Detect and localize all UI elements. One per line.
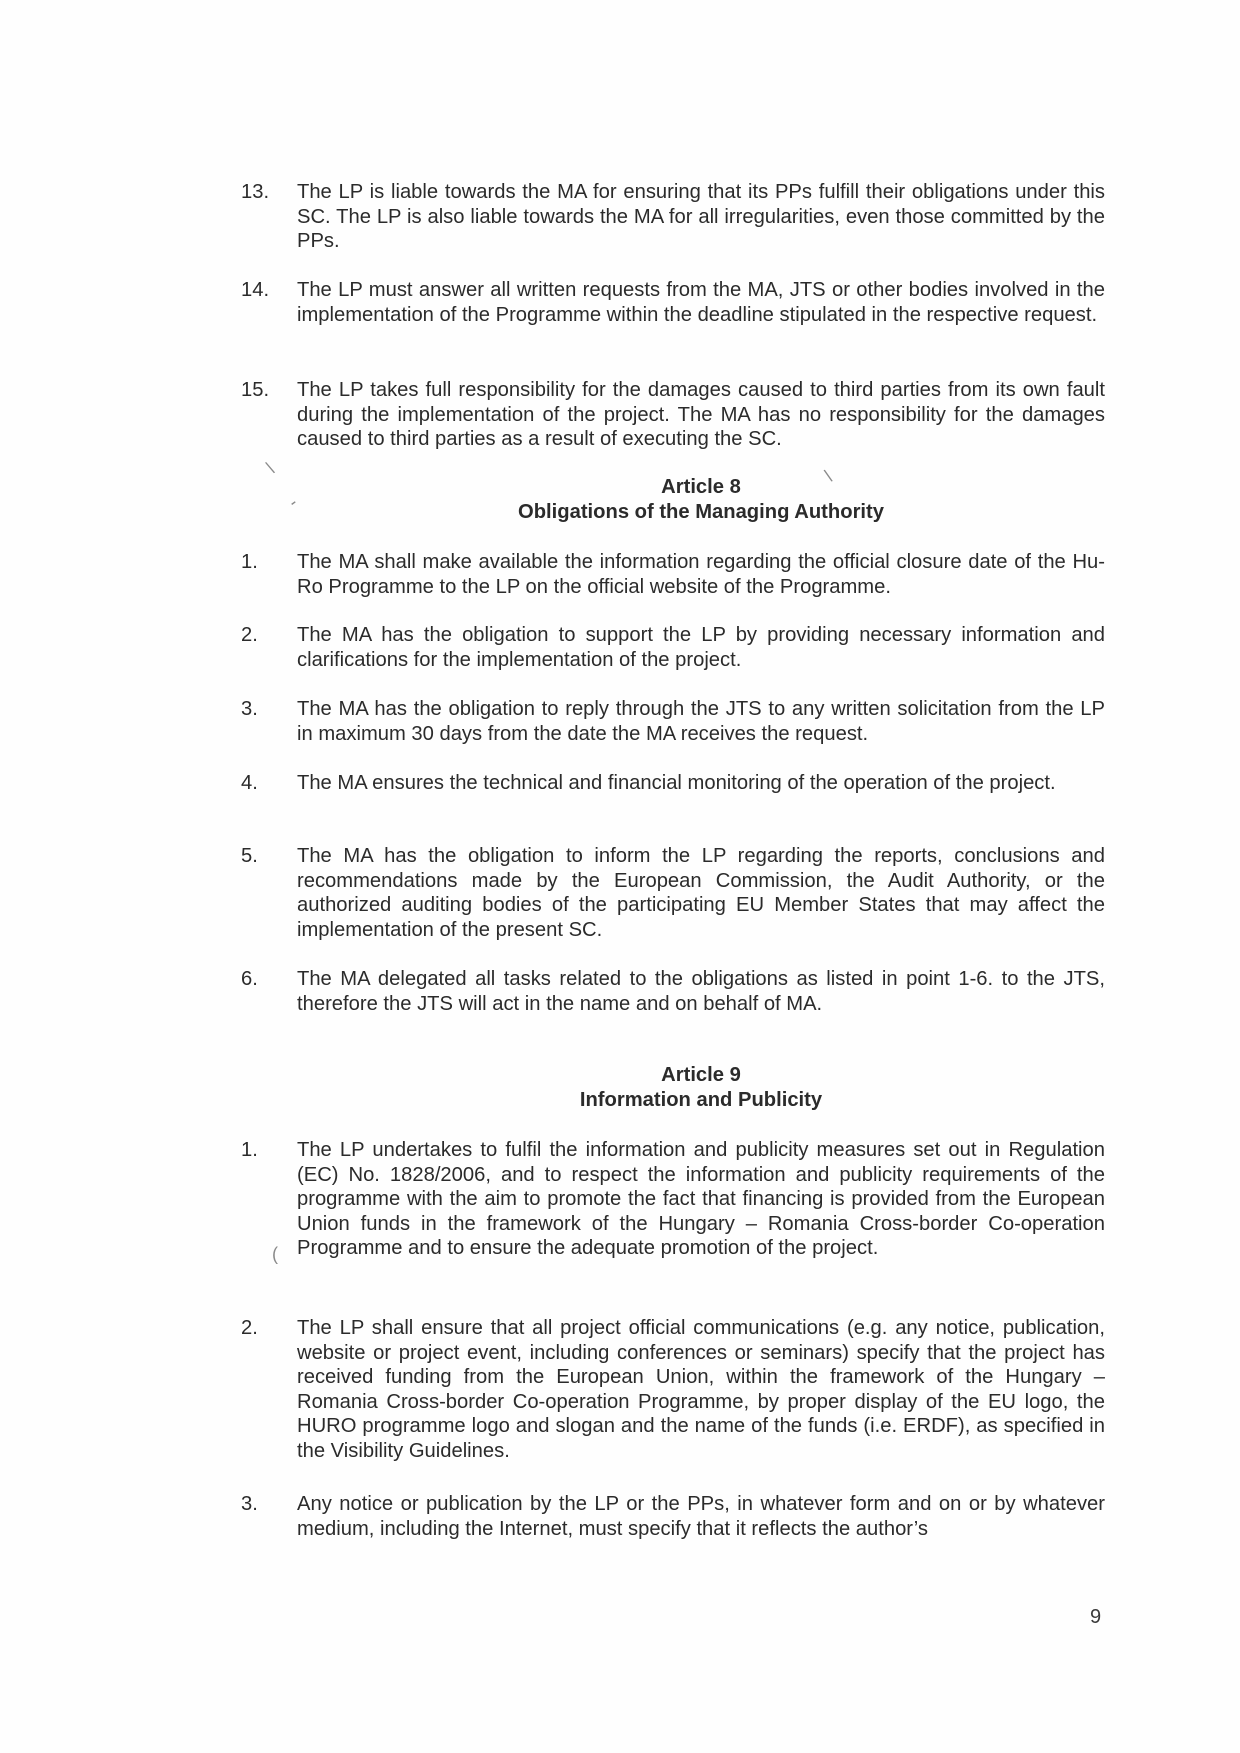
item-number: 15. xyxy=(241,379,270,401)
item-number: 2. xyxy=(241,624,258,646)
item-text: The LP must answer all written requests from the MA, JTS or other bodies involved in the implementation of the Programme within the deadline stipulated in the respective request. xyxy=(297,279,1105,326)
item-text: The MA has the obligation to support the LP by providing necessary information and clarifications for the implementation of the project. xyxy=(297,624,1105,671)
pen-mark: \ xyxy=(822,465,835,487)
item-number: 6. xyxy=(241,968,258,990)
item-number: 1. xyxy=(241,551,258,573)
list-item xyxy=(241,550,1105,599)
list-item xyxy=(241,623,1105,672)
item-number: 4. xyxy=(241,772,258,794)
item-number: 2. xyxy=(241,1317,258,1339)
list-item xyxy=(241,1138,1105,1261)
item-text: The MA ensures the technical and financial monitoring of the operation of the project. xyxy=(297,772,1056,794)
pen-mark: - xyxy=(284,492,301,513)
item-number: 14. xyxy=(241,279,270,301)
article-title: Information and Publicity xyxy=(579,1089,823,1111)
item-number: 13. xyxy=(241,181,270,203)
list-item xyxy=(241,771,1105,796)
list-item xyxy=(241,967,1105,1016)
list-item xyxy=(241,1492,1105,1541)
list-item xyxy=(241,180,1105,254)
list-item xyxy=(241,844,1105,942)
item-text: The LP is liable towards the MA for ensuring that its PPs fulfill their obligations under this SC. The LP is also liable towards the MA for all irregularities, even those committed by the PPs. xyxy=(297,181,1105,253)
list-item xyxy=(241,697,1105,746)
list-item xyxy=(241,278,1105,327)
item-text: The LP undertakes to fulfil the information and publicity measures set out in Regulation (EC) No. 1828/2006, and to respect the information and publicity requirements of the programme with the aim to promote the fact that financing is provided from the European Union funds in the framework of the Hungary – Romania Cross-border Co-operation Programme and to ensure the adequate promotion of the project. xyxy=(297,1139,1105,1260)
article-label: Article 9 xyxy=(661,1064,741,1086)
pen-mark: \ xyxy=(263,457,277,479)
item-number: 5. xyxy=(241,845,258,867)
item-number: 3. xyxy=(241,1493,258,1515)
item-text: Any notice or publication by the LP or the PPs, in whatever form and on or by whatever medium, including the Internet, must specify that it reflects the author’s xyxy=(297,1493,1105,1540)
page-number: 9 xyxy=(1090,1606,1102,1628)
item-number: 1. xyxy=(241,1139,258,1161)
item-text: The MA has the obligation to reply through the JTS to any written solicitation from the LP in maximum 30 days from the date the MA receives the request. xyxy=(297,698,1105,745)
item-text: The MA shall make available the information regarding the official closure date of the Hu-Ro Programme to the LP on the official website of the Programme. xyxy=(297,551,1105,598)
list-item xyxy=(241,378,1105,452)
item-text: The LP takes full responsibility for the damages caused to third parties from its own fault during the implementation of the project. The MA has no responsibility for the damages caused to third parties as a result of executing the SC. xyxy=(297,379,1105,451)
article-label: Article 8 xyxy=(661,476,741,498)
pen-mark: ( xyxy=(272,1244,278,1264)
item-text: The LP shall ensure that all project official communications (e.g. any notice, publication, website or project event, including conferences or seminars) specify that the project has received funding from the European Union, within the framework of the Hungary – Romania Cross-border Co-operation Programme, by proper display of the EU logo, the HURO programme logo and slogan and the name of the funds (i.e. ERDF), as specified in the Visibility Guidelines. xyxy=(297,1317,1105,1462)
item-text: The MA delegated all tasks related to the obligations as listed in point 1-6. to the JTS, therefore the JTS will act in the name and on behalf of MA. xyxy=(297,968,1105,1015)
list-item xyxy=(241,1316,1105,1464)
item-text: The MA has the obligation to inform the LP regarding the reports, conclusions and recommendations made by the European Commission, the Audit Authority, or the authorized auditing bodies of the participating EU Member States that may affect the implementation of the present SC. xyxy=(297,845,1105,941)
item-number: 3. xyxy=(241,698,258,720)
article-title: Obligations of the Managing Authority xyxy=(518,501,884,523)
